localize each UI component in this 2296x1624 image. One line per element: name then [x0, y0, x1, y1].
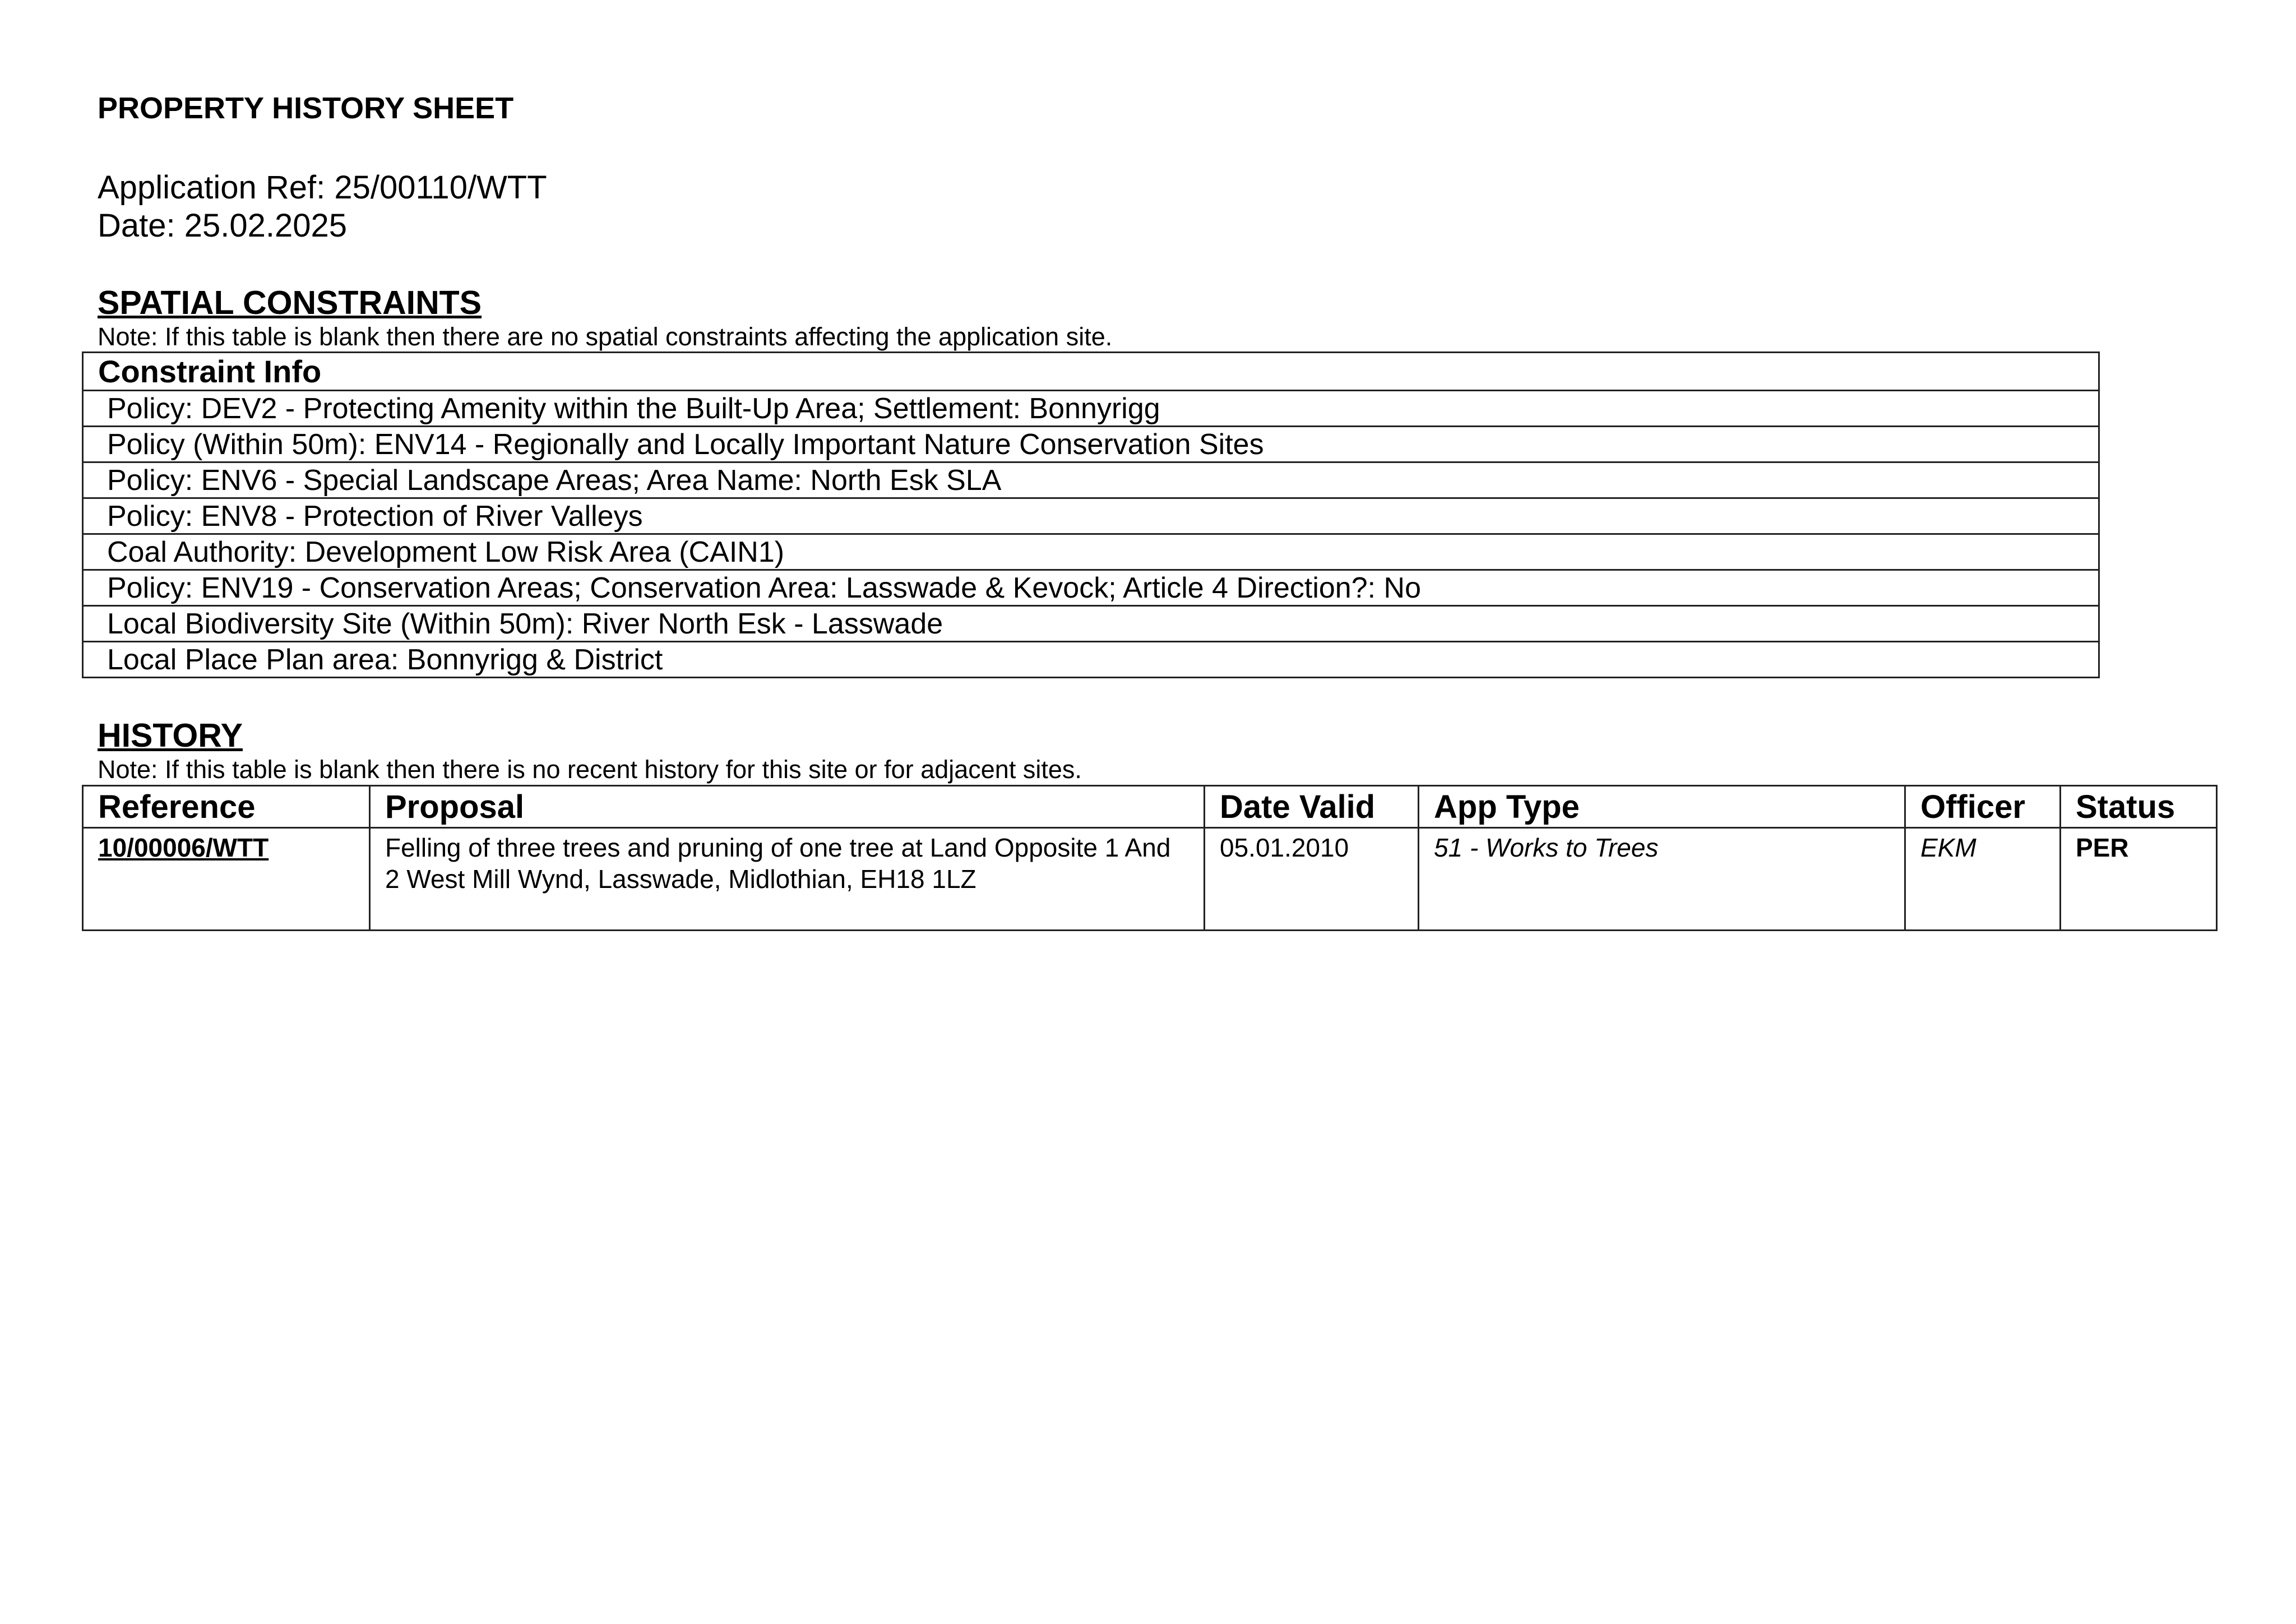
date-valid-cell: 05.01.2010: [1205, 828, 1419, 931]
application-ref: Application Ref: 25/00110/WTT: [98, 169, 547, 206]
constraint-cell: Coal Authority: Development Low Risk Area (CAIN1): [83, 534, 2099, 570]
proposal-column-header: Proposal: [370, 786, 1205, 828]
constraints-header-row: [83, 353, 2099, 391]
document-date: Date: 25.02.2025: [98, 207, 348, 244]
reference-link[interactable]: 10/00006/WTT: [98, 833, 269, 862]
history-row: [83, 828, 2217, 931]
constraint-cell: Policy (Within 50m): ENV14 - Regionally and Locally Important Nature Conservation Sites: [83, 427, 2099, 462]
reference-cell: [83, 828, 370, 931]
history-table: [82, 785, 2218, 931]
history-heading: HISTORY: [98, 717, 243, 754]
constraint-cell: Local Biodiversity Site (Within 50m): River North Esk - Lasswade: [83, 606, 2099, 642]
spatial-constraints-note: Note: If this table is blank then there are no spatial constraints affecting the application site.: [98, 322, 1113, 351]
officer-cell: EKM: [1905, 828, 2061, 931]
app-type-column-header: App Type: [1419, 786, 1905, 828]
officer-column-header: Officer: [1905, 786, 2061, 828]
date-valid-column-header: Date Valid: [1205, 786, 1419, 828]
reference-column-header: Reference: [83, 786, 370, 828]
constraint-row: [83, 534, 2099, 570]
constraint-row: [83, 570, 2099, 606]
constraint-row: [83, 498, 2099, 534]
proposal-cell: Felling of three trees and pruning of one tree at Land Opposite 1 And 2 West Mill Wynd, Lasswade, Midlothian, EH18 1LZ: [370, 828, 1205, 931]
constraint-row: [83, 462, 2099, 498]
app-type-cell: 51 - Works to Trees: [1419, 828, 1905, 931]
constraint-cell: Policy: ENV6 - Special Landscape Areas; Area Name: North Esk SLA: [83, 462, 2099, 498]
document-title: PROPERTY HISTORY SHEET: [98, 91, 514, 125]
constraint-row: [83, 606, 2099, 642]
status-column-header: Status: [2061, 786, 2217, 828]
constraint-row: [83, 391, 2099, 427]
constraint-cell: Policy: ENV19 - Conservation Areas; Conservation Area: Lasswade & Kevock; Article 4 Direction?: No: [83, 570, 2099, 606]
status-cell: PER: [2061, 828, 2217, 931]
constraint-cell: Local Place Plan area: Bonnyrigg & District: [83, 642, 2099, 678]
constraint-cell: Policy: DEV2 - Protecting Amenity within the Built-Up Area; Settlement: Bonnyrigg: [83, 391, 2099, 427]
constraint-cell: Policy: ENV8 - Protection of River Valleys: [83, 498, 2099, 534]
constraint-row: [83, 427, 2099, 462]
constraint-row: [83, 642, 2099, 678]
spatial-constraints-heading: SPATIAL CONSTRAINTS: [98, 284, 482, 321]
history-note: Note: If this table is blank then there is no recent history for this site or for adjacent sites.: [98, 755, 1082, 784]
history-header-row: [83, 786, 2217, 828]
constraints-table: [82, 351, 2100, 678]
constraint-info-header: Constraint Info: [83, 353, 2099, 391]
